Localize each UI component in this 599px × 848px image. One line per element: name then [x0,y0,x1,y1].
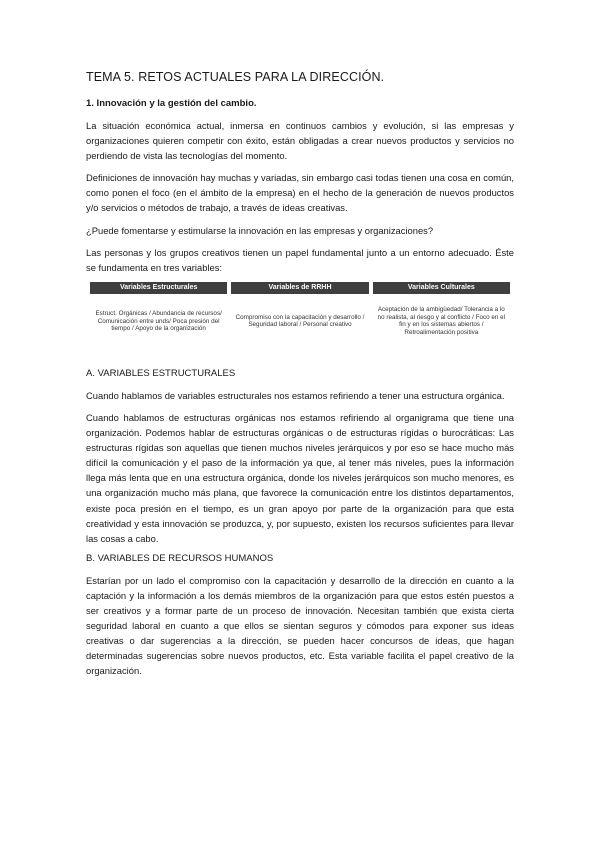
paragraph: La situación económica actual, inmersa en continuos cambios y evolución, si las empresas y organizaciones quieren competir con éxito, están obligadas a crear nuevos productos y servicios no perdiendo de vista las tecnologías del momento. [86,120,514,162]
page-title: TEMA 5. RETOS ACTUALES PARA LA DIRECCIÓN. [86,70,385,84]
variables-column-cultural [373,282,510,346]
variables-column-structural [90,282,227,346]
spacer [86,346,514,368]
section-b-heading: B. VARIABLES DE RECURSOS HUMANOS [86,552,274,564]
column-header: Variables Culturales [373,282,510,294]
column-body: Estruct. Orgánicas / Abundancia de recursos/ Comunicación entre unds/ Poca presión del tiempo / Apoyo de la organización [95,309,222,333]
column-header: Variables Estructurales [90,282,227,294]
column-body: Aceptación de la ambigüedad/ Tolerancia a lo no realista, al riesgo y al conflicto / Foco en el fin y en los sistemas abiertos / Retroalimentación positiva [377,306,506,336]
section-1-heading: 1. Innovación y la gestión del cambio. [86,98,257,109]
variables-table [90,282,510,346]
paragraph: Definiciones de innovación hay muchas y variadas, sin embargo casi todas tienen una cosa en común, como ponen el foco (en el ámbito de la empresa) en el hecho de la generación de nuevos productos y/o servicios o métodos de trabajo, a través de ideas creativas. [86,172,514,214]
document-page [86,70,514,685]
column-body: Compromiso con la capacitación y desarrollo / Seguridad laboral / Personal creativo [235,313,365,329]
question-paragraph: ¿Puede fomentarse y estimularse la innovación en las empresas y organizaciones? [86,224,434,236]
paragraph: Cuando hablamos de estructuras orgánicas nos estamos refiriendo al organigrama que tiene una organización. Podemos hablar de estructuras orgánicas o de estructuras rígidas o burocráticas: Las estructuras rígidas son aquellas que tienen muchos niveles jerárquicos y por eso se hace mucho más difícil la comunicación y el paso de la información ya que, al tener más niveles, pues la información llega más lenta que en una estructura orgánica, donde los niveles jerárquicos son mucho menores, es una organización mucho más plana, que favorece la comunicación entre los distintos departamentos, existe poca presión en el tiempo, es un gran apoyo por parte de la organización para que esta creatividad y esta innovación se produzca, y, por supuesto, existen los recursos suficientes para llevar las cosas a cabo. [86,411,514,544]
paragraph: Las personas y los grupos creativos tienen un papel fundamental junto a un entorno adecuado. Éste se fundamenta en tres variables: [86,246,514,273]
variables-column-rrhh [231,282,368,346]
paragraph: Estarían por un lado el compromiso con la capacitación y desarrollo de la dirección en cuanto a la captación y la información a los demás miembros de la organización para que estos estén puestos a ser creativos y a formar parte de un proceso de innovación. Necesitan también que exista cierta seguridad laboral en cuanto a que ellos se sientan seguros y cómodos para exponer sus ideas creativas o dar sugerencias a la dirección, se pueden hacer concursos de ideas, que hagan determinadas sugerencias sobre nuevos productos, etc. Esta variable facilita el papel creativo de la organización. [86,574,514,677]
column-header: Variables de RRHH [231,282,368,294]
section-a-heading: A. VARIABLES ESTRUCTURALES [86,367,236,379]
paragraph: Cuando hablamos de variables estructurales nos estamos refiriendo a tener una estructura orgánica. [86,389,505,401]
